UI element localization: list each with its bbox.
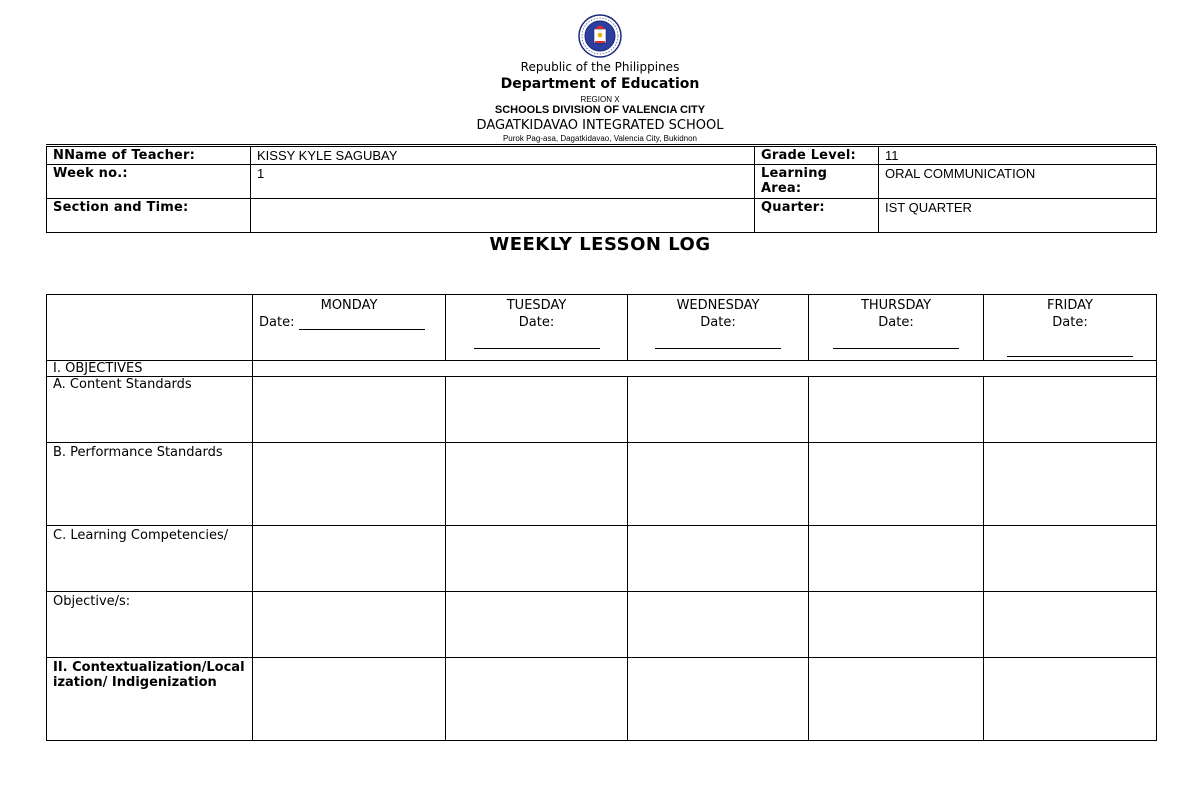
log-cell[interactable] bbox=[984, 526, 1157, 592]
department-name: Department of Education bbox=[500, 76, 700, 92]
page-title: WEEKLY LESSON LOG bbox=[489, 234, 711, 255]
log-cell[interactable] bbox=[628, 592, 809, 658]
deped-seal-icon bbox=[578, 14, 622, 58]
date-line[interactable] bbox=[474, 336, 600, 349]
row-label: II. Contextualization/Localization/ Indigenization bbox=[47, 658, 253, 741]
log-cell[interactable] bbox=[809, 377, 984, 443]
school-address: Purok Pag-asa, Dagatkidavao, Valencia City, Bukidnon bbox=[502, 134, 698, 143]
log-cell[interactable] bbox=[446, 443, 628, 526]
log-cell[interactable] bbox=[253, 377, 446, 443]
log-cell[interactable] bbox=[446, 592, 628, 658]
date-line[interactable] bbox=[833, 336, 959, 349]
corner-cell bbox=[47, 295, 253, 361]
log-cell[interactable] bbox=[628, 377, 809, 443]
row-label: B. Performance Standards bbox=[47, 443, 253, 526]
log-cell[interactable] bbox=[984, 658, 1157, 741]
log-cell[interactable] bbox=[446, 526, 628, 592]
date-label: Date: bbox=[1052, 315, 1088, 330]
day-header-wednesday bbox=[628, 295, 809, 361]
log-cell[interactable] bbox=[446, 377, 628, 443]
log-cell[interactable] bbox=[809, 592, 984, 658]
day-header-tuesday bbox=[446, 295, 628, 361]
log-cell[interactable] bbox=[984, 443, 1157, 526]
republic-line: Republic of the Philippines bbox=[520, 60, 680, 74]
objectives-span-cell bbox=[253, 361, 1157, 377]
day-name: MONDAY bbox=[320, 298, 378, 313]
day-name: TUESDAY bbox=[506, 298, 567, 313]
division-name: SCHOOLS DIVISION OF VALENCIA CITY bbox=[494, 104, 706, 116]
teacher-label: NName of Teacher: bbox=[47, 147, 251, 165]
date-line[interactable] bbox=[1007, 344, 1133, 357]
header-divider bbox=[46, 144, 1156, 145]
log-cell[interactable] bbox=[984, 592, 1157, 658]
row-label: A. Content Standards bbox=[47, 377, 253, 443]
teacher-value: KISSY KYLE SAGUBAY bbox=[251, 147, 755, 165]
grade-label: Grade Level: bbox=[755, 147, 879, 165]
section-time-label: Section and Time: bbox=[47, 199, 251, 233]
log-cell[interactable] bbox=[446, 658, 628, 741]
log-cell[interactable] bbox=[253, 526, 446, 592]
section-time-value bbox=[251, 199, 755, 233]
week-label: Week no.: bbox=[47, 165, 251, 199]
date-line[interactable] bbox=[299, 317, 425, 330]
log-cell[interactable] bbox=[809, 526, 984, 592]
row-label: C. Learning Competencies/ bbox=[47, 526, 253, 592]
log-cell[interactable] bbox=[809, 443, 984, 526]
day-header-monday bbox=[253, 295, 446, 361]
date-label: Date: bbox=[518, 315, 555, 330]
log-cell[interactable] bbox=[253, 658, 446, 741]
log-cell[interactable] bbox=[628, 526, 809, 592]
school-name: DAGATKIDAVAO INTEGRATED SCHOOL bbox=[476, 118, 724, 133]
date-line[interactable] bbox=[655, 336, 781, 349]
log-cell[interactable] bbox=[253, 443, 446, 526]
grade-value: 11 bbox=[879, 147, 1157, 165]
date-label: Date: bbox=[878, 315, 914, 330]
date-label: Date: bbox=[259, 315, 295, 330]
log-cell[interactable] bbox=[809, 658, 984, 741]
day-header-friday bbox=[984, 295, 1157, 361]
log-cell[interactable] bbox=[628, 658, 809, 741]
log-cell[interactable] bbox=[628, 443, 809, 526]
learning-area-label: Learning Area: bbox=[755, 165, 879, 199]
teacher-info-table bbox=[46, 146, 1157, 233]
weekly-lesson-log-table bbox=[46, 294, 1157, 741]
objectives-header: I. OBJECTIVES bbox=[47, 361, 253, 377]
day-name: FRIDAY bbox=[1047, 298, 1093, 313]
log-cell[interactable] bbox=[984, 377, 1157, 443]
day-name: WEDNESDAY bbox=[676, 298, 760, 313]
quarter-label: Quarter: bbox=[755, 199, 879, 233]
region-name: REGION X bbox=[580, 95, 620, 104]
day-name: THURSDAY bbox=[860, 298, 932, 313]
row-label: Objective/s: bbox=[47, 592, 253, 658]
quarter-value: IST QUARTER bbox=[879, 199, 1157, 233]
day-header-thursday bbox=[809, 295, 984, 361]
learning-area-value: ORAL COMMUNICATION bbox=[879, 165, 1157, 199]
week-value: 1 bbox=[251, 165, 755, 199]
log-cell[interactable] bbox=[253, 592, 446, 658]
date-label: Date: bbox=[700, 315, 736, 330]
